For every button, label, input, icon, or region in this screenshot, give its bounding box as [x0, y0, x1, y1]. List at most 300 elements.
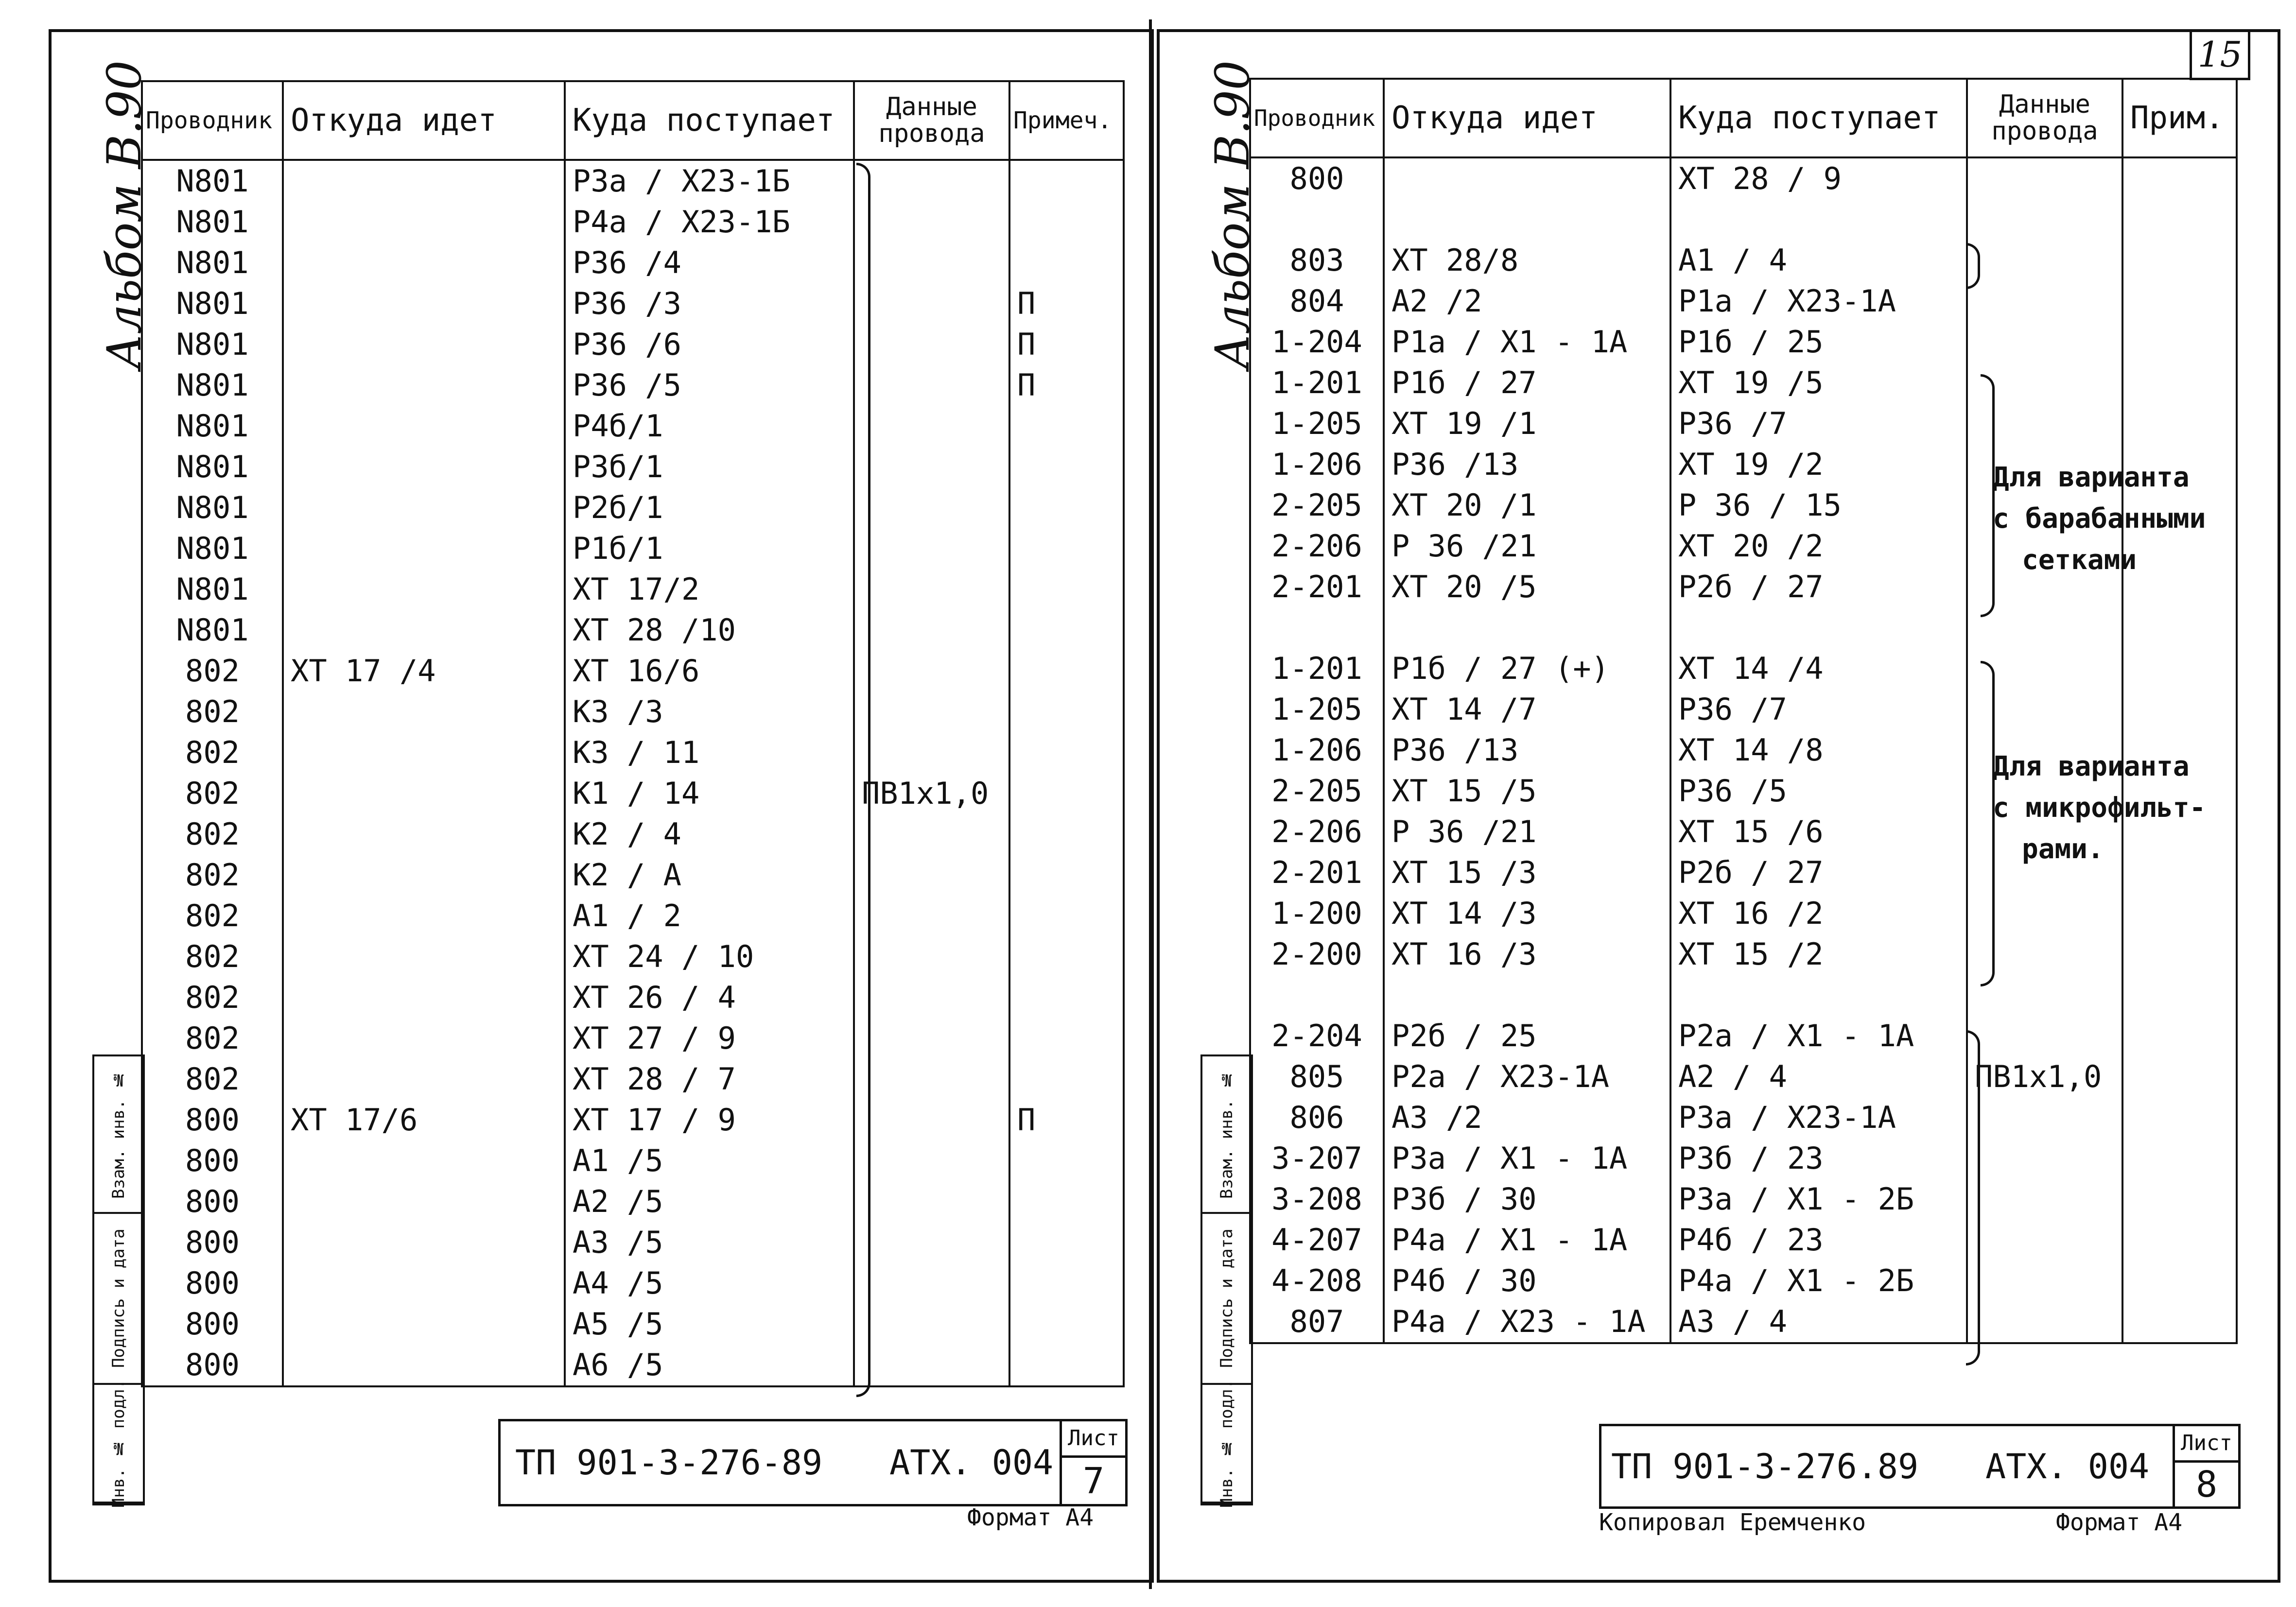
cell-note: П — [1009, 1100, 1124, 1140]
cell-to: ХТ 19 /2 — [1670, 444, 1967, 485]
cell-from: А2 /2 — [1384, 281, 1670, 322]
cell-conductor: 802 — [142, 773, 283, 814]
note-micro-line3: рами. — [2022, 833, 2104, 865]
cell-to: ХТ 24 / 10 — [565, 936, 854, 977]
right-copied-by: Копировал Еремченко — [1599, 1509, 1866, 1536]
cell-from: ХТ 14 /7 — [1384, 689, 1670, 730]
header-conductor: Проводник — [142, 81, 283, 160]
header-note: Примеч. — [1009, 81, 1124, 160]
sidebar-inv-label: Инв. № подл. — [1202, 1385, 1251, 1503]
table-row — [142, 1263, 1124, 1304]
cell-conductor: 800 — [1250, 157, 1384, 199]
cell-note — [1009, 896, 1124, 936]
cell-conductor: 2-206 — [1250, 812, 1384, 852]
page-divider — [1149, 19, 1152, 1589]
table-row — [142, 1100, 1124, 1140]
cell-wire-data — [1967, 199, 2122, 240]
cell-note — [2122, 607, 2237, 648]
cell-wire-data — [854, 936, 1009, 977]
table-row — [1250, 403, 2237, 444]
cell-from: ХТ 15 /3 — [1384, 852, 1670, 893]
table-row — [142, 447, 1124, 487]
cell-to: Р3а / Х23-1А — [1670, 1097, 1967, 1138]
cell-to: Р36 /3 — [565, 283, 854, 324]
cell-wire-data — [854, 814, 1009, 855]
note-drum-line3: сетками — [2022, 544, 2137, 576]
cell-from — [283, 242, 565, 283]
table-row — [1250, 1179, 2237, 1220]
cell-from: ХТ 14 /3 — [1384, 893, 1670, 934]
cell-to: А3 / 4 — [1670, 1301, 1967, 1343]
cell-note — [2122, 199, 2237, 240]
cell-wire-data — [854, 732, 1009, 773]
note-micro-line1: Для варианта — [1993, 751, 2190, 782]
cell-wire-data — [854, 610, 1009, 651]
cell-note — [2122, 1179, 2237, 1220]
cell-conductor: 1-204 — [1250, 322, 1384, 363]
cell-conductor: 802 — [142, 814, 283, 855]
cell-conductor: 802 — [142, 1059, 283, 1100]
cell-conductor: 1-206 — [1250, 730, 1384, 771]
cell-conductor: 1-201 — [1250, 648, 1384, 689]
right-format: Формат А4 — [2056, 1509, 2183, 1536]
cell-to: Р 36 / 15 — [1670, 485, 1967, 526]
cell-conductor: 2-204 — [1250, 1016, 1384, 1056]
cell-to: Р36 /5 — [565, 365, 854, 406]
cell-from — [1384, 157, 1670, 199]
cell-conductor: 802 — [142, 1018, 283, 1059]
cell-conductor: 800 — [142, 1222, 283, 1263]
cell-from — [283, 732, 565, 773]
cell-wire-data — [854, 1100, 1009, 1140]
cell-from — [283, 324, 565, 365]
cell-from — [283, 936, 565, 977]
table-row — [1250, 157, 2237, 199]
cell-note — [1009, 487, 1124, 528]
cell-conductor: 1-206 — [1250, 444, 1384, 485]
cell-wire-data — [854, 365, 1009, 406]
table-row — [1250, 1301, 2237, 1343]
table-row — [1250, 199, 2237, 240]
cell-note — [2122, 648, 2237, 689]
cell-from: Р 36 /21 — [1384, 526, 1670, 567]
cell-note — [1009, 447, 1124, 487]
cell-to: К3 / 11 — [565, 732, 854, 773]
cell-from — [283, 610, 565, 651]
cell-from: ХТ 28/8 — [1384, 240, 1670, 281]
table-row — [142, 651, 1124, 691]
cell-conductor: 2-201 — [1250, 852, 1384, 893]
cell-from — [283, 1059, 565, 1100]
right-sheet-box — [2173, 1426, 2238, 1506]
cell-from: ХТ 16 /3 — [1384, 934, 1670, 975]
cell-note — [2122, 1220, 2237, 1261]
right-table-body — [1250, 157, 2237, 1343]
cell-conductor — [1250, 199, 1384, 240]
cell-from: Р1а / Х1 - 1А — [1384, 322, 1670, 363]
table-row — [1250, 363, 2237, 403]
cell-conductor: N801 — [142, 406, 283, 447]
cell-to: А1 /5 — [565, 1140, 854, 1181]
cell-wire-data: ПВ1х1,0 — [854, 773, 1009, 814]
cell-from — [283, 528, 565, 569]
cell-from — [283, 977, 565, 1018]
table-row — [1250, 1016, 2237, 1056]
cell-from: ХТ 20 /5 — [1384, 567, 1670, 607]
cell-note — [1009, 406, 1124, 447]
cell-from — [283, 814, 565, 855]
cell-note — [1009, 528, 1124, 569]
cell-wire-data — [1967, 281, 2122, 322]
right-stamp-doc: АТХ. 004 — [1985, 1446, 2150, 1486]
cell-note — [1009, 242, 1124, 283]
cell-conductor: 802 — [142, 732, 283, 773]
note-micro-line2: с микрофильт- — [1993, 792, 2206, 824]
table-row — [142, 324, 1124, 365]
table-row — [142, 487, 1124, 528]
cell-note — [1009, 1304, 1124, 1345]
cell-from — [283, 1181, 565, 1222]
cell-wire-data — [854, 691, 1009, 732]
cell-from: ХТ 20 /1 — [1384, 485, 1670, 526]
table-row — [142, 1222, 1124, 1263]
cell-to: К2 / 4 — [565, 814, 854, 855]
cell-to: ХТ 16/6 — [565, 651, 854, 691]
cell-to: Р36 /5 — [1670, 771, 1967, 812]
cell-wire-data — [1967, 1179, 2122, 1220]
cell-note — [1009, 1140, 1124, 1181]
cell-from: Р3а / Х1 - 1А — [1384, 1138, 1670, 1179]
cell-to: ХТ 26 / 4 — [565, 977, 854, 1018]
cell-from — [283, 773, 565, 814]
table-row — [142, 406, 1124, 447]
cell-from: Р2б / 25 — [1384, 1016, 1670, 1056]
cell-from — [283, 283, 565, 324]
cell-conductor: N801 — [142, 610, 283, 651]
cell-to: Р4а / Х23-1Б — [565, 202, 854, 242]
cell-conductor: 1-200 — [1250, 893, 1384, 934]
cell-to: ХТ 20 /2 — [1670, 526, 1967, 567]
cell-conductor: 2-206 — [1250, 526, 1384, 567]
cell-note — [2122, 1261, 2237, 1301]
cell-from — [283, 1263, 565, 1304]
cell-note: П — [1009, 365, 1124, 406]
header-wire-data: Данные провода — [854, 81, 1009, 160]
cell-to: Р2б/1 — [565, 487, 854, 528]
cell-wire-data: ПВ1х1,0 — [1967, 1056, 2122, 1097]
cell-note — [2122, 363, 2237, 403]
cell-to: Р3а / Х1 - 2Б — [1670, 1179, 1967, 1220]
cell-note — [1009, 202, 1124, 242]
cell-note — [1009, 1018, 1124, 1059]
cell-to: Р4а / Х1 - 2Б — [1670, 1261, 1967, 1301]
cell-from: ХТ 19 /1 — [1384, 403, 1670, 444]
left-album-label: Альбом В.90 — [97, 60, 152, 369]
cell-to: Р4б/1 — [565, 406, 854, 447]
table-row — [142, 365, 1124, 406]
table-row — [1250, 689, 2237, 730]
cell-to: А1 / 2 — [565, 896, 854, 936]
cell-note — [2122, 1097, 2237, 1138]
cell-conductor: 4-208 — [1250, 1261, 1384, 1301]
left-sheet-box — [1060, 1421, 1125, 1504]
sidebar-replace-label: Взам. инв. № — [94, 1056, 143, 1214]
cell-wire-data — [854, 896, 1009, 936]
cell-from — [283, 365, 565, 406]
cell-wire-data — [854, 1263, 1009, 1304]
table-row — [142, 242, 1124, 283]
cell-note — [1009, 1181, 1124, 1222]
right-title-block — [1599, 1424, 2241, 1509]
cell-to — [1670, 607, 1967, 648]
cell-note — [1009, 691, 1124, 732]
cell-to: К1 / 14 — [565, 773, 854, 814]
cell-from: Р 36 /21 — [1384, 812, 1670, 852]
cell-conductor: 1-205 — [1250, 403, 1384, 444]
cell-note — [2122, 1056, 2237, 1097]
cell-from — [283, 447, 565, 487]
cell-conductor: 804 — [1250, 281, 1384, 322]
right-sheet-number: 8 — [2195, 1464, 2218, 1505]
cell-from — [1384, 607, 1670, 648]
cell-to: А4 /5 — [565, 1263, 854, 1304]
cell-from: Р4а / Х1 - 1А — [1384, 1220, 1670, 1261]
cell-conductor: N801 — [142, 202, 283, 242]
cell-from — [283, 1304, 565, 1345]
table-row — [1250, 281, 2237, 322]
cell-wire-data — [1967, 157, 2122, 199]
cell-to: Р2б / 27 — [1670, 852, 1967, 893]
table-row — [1250, 934, 2237, 975]
cell-wire-data — [854, 242, 1009, 283]
cell-from — [283, 160, 565, 202]
left-stamp-doc: АТХ. 004 — [889, 1443, 1054, 1483]
cell-to: Р1а / Х23-1А — [1670, 281, 1967, 322]
cell-to: ХТ 27 / 9 — [565, 1018, 854, 1059]
left-title-block — [498, 1419, 1128, 1506]
cell-note — [1009, 1345, 1124, 1386]
cell-to: ХТ 14 /4 — [1670, 648, 1967, 689]
cell-conductor: 800 — [142, 1140, 283, 1181]
cell-to: Р1б/1 — [565, 528, 854, 569]
cell-note — [2122, 689, 2237, 730]
cell-wire-data — [854, 1222, 1009, 1263]
right-sheet-label: Лист — [2175, 1426, 2238, 1463]
cell-to: Р2а / Х1 - 1А — [1670, 1016, 1967, 1056]
cell-note — [1009, 1222, 1124, 1263]
cell-conductor — [1250, 975, 1384, 1016]
cell-from — [283, 569, 565, 610]
cell-to: А1 / 4 — [1670, 240, 1967, 281]
cell-wire-data — [854, 160, 1009, 202]
right-brace-micro — [1981, 661, 1995, 986]
cell-wire-data — [854, 1181, 1009, 1222]
left-sheet-label: Лист — [1062, 1421, 1125, 1458]
cell-conductor: N801 — [142, 447, 283, 487]
cell-note — [1009, 977, 1124, 1018]
sidebar-replace-label: Взам. инв. № — [1202, 1056, 1251, 1214]
cell-conductor: 803 — [1250, 240, 1384, 281]
table-row — [142, 1140, 1124, 1181]
cell-note — [2122, 852, 2237, 893]
cell-wire-data — [1967, 240, 2122, 281]
cell-note — [2122, 1138, 2237, 1179]
table-row — [142, 814, 1124, 855]
cell-note — [1009, 855, 1124, 896]
left-brace — [856, 163, 870, 1397]
cell-to: ХТ 28 /10 — [565, 610, 854, 651]
right-stamp-code: ТП 901-3-276.89 — [1611, 1446, 1919, 1486]
table-row — [1250, 240, 2237, 281]
header-conductor: Проводник — [1250, 79, 1384, 157]
cell-note — [1009, 610, 1124, 651]
cell-conductor: N801 — [142, 569, 283, 610]
cell-wire-data — [854, 283, 1009, 324]
cell-conductor: 802 — [142, 691, 283, 732]
cell-to: Р3а / Х23-1Б — [565, 160, 854, 202]
cell-to: Р4б / 23 — [1670, 1220, 1967, 1261]
table-row — [142, 528, 1124, 569]
cell-note — [2122, 403, 2237, 444]
cell-to: А2 /5 — [565, 1181, 854, 1222]
cell-to: А6 /5 — [565, 1345, 854, 1386]
left-wiring-table — [141, 80, 1125, 1387]
cell-to: Р36 /7 — [1670, 403, 1967, 444]
cell-from: Р36 /13 — [1384, 444, 1670, 485]
sidebar-sign-label: Подпись и дата — [94, 1214, 143, 1385]
cell-note — [1009, 160, 1124, 202]
left-stamp-sidebar — [92, 1054, 145, 1508]
cell-from: Р4а / Х23 - 1А — [1384, 1301, 1670, 1343]
cell-note — [1009, 569, 1124, 610]
table-row — [142, 610, 1124, 651]
cell-from — [283, 1345, 565, 1386]
cell-wire-data — [1967, 607, 2122, 648]
cell-conductor: 3-208 — [1250, 1179, 1384, 1220]
table-row — [1250, 1056, 2237, 1097]
table-row — [1250, 975, 2237, 1016]
cell-note — [1009, 1263, 1124, 1304]
cell-from — [1384, 199, 1670, 240]
table-row — [142, 202, 1124, 242]
cell-conductor: 800 — [142, 1304, 283, 1345]
cell-conductor: 802 — [142, 936, 283, 977]
cell-to: Р36 /6 — [565, 324, 854, 365]
header-from: Откуда идет — [283, 81, 565, 160]
cell-from — [283, 896, 565, 936]
cell-note — [2122, 157, 2237, 199]
table-row — [1250, 607, 2237, 648]
table-row — [1250, 1261, 2237, 1301]
table-row — [142, 160, 1124, 202]
cell-from: ХТ 15 /5 — [1384, 771, 1670, 812]
cell-conductor: N801 — [142, 242, 283, 283]
cell-to: К2 / А — [565, 855, 854, 896]
table-row — [1250, 893, 2237, 934]
cell-conductor: 802 — [142, 855, 283, 896]
cell-note — [1009, 936, 1124, 977]
header-from: Откуда идет — [1384, 79, 1670, 157]
cell-note — [2122, 893, 2237, 934]
cell-from — [283, 202, 565, 242]
note-drum-line1: Для варианта — [1993, 462, 2190, 493]
cell-conductor: 2-200 — [1250, 934, 1384, 975]
cell-note — [2122, 975, 2237, 1016]
cell-to: К3 /3 — [565, 691, 854, 732]
cell-note: П — [1009, 324, 1124, 365]
table-row — [142, 896, 1124, 936]
cell-conductor: 800 — [142, 1100, 283, 1140]
sidebar-sign-label: Подпись и дата — [1202, 1214, 1251, 1385]
cell-wire-data — [1967, 322, 2122, 363]
table-row — [142, 1181, 1124, 1222]
cell-note — [2122, 281, 2237, 322]
cell-wire-data — [854, 1018, 1009, 1059]
cell-conductor: 802 — [142, 977, 283, 1018]
right-stamp-sidebar — [1200, 1054, 1253, 1508]
cell-note — [1009, 814, 1124, 855]
table-row — [142, 283, 1124, 324]
cell-from: Р3б / 30 — [1384, 1179, 1670, 1220]
cell-wire-data — [1967, 1301, 2122, 1343]
sidebar-inv-label: Инв. № подл. — [94, 1385, 143, 1503]
cell-conductor: N801 — [142, 365, 283, 406]
cell-wire-data — [854, 1304, 1009, 1345]
cell-conductor: 2-205 — [1250, 485, 1384, 526]
cell-conductor: 2-201 — [1250, 567, 1384, 607]
cell-note — [2122, 567, 2237, 607]
cell-wire-data — [854, 202, 1009, 242]
cell-to: ХТ 16 /2 — [1670, 893, 1967, 934]
cell-to: ХТ 17/2 — [565, 569, 854, 610]
right-page-number: 15 — [2190, 29, 2250, 80]
table-row — [142, 691, 1124, 732]
cell-conductor: 1-201 — [1250, 363, 1384, 403]
cell-wire-data — [854, 855, 1009, 896]
table-row — [142, 1345, 1124, 1386]
cell-to: А5 /5 — [565, 1304, 854, 1345]
cell-note — [2122, 934, 2237, 975]
cell-to: ХТ 14 /8 — [1670, 730, 1967, 771]
cell-wire-data — [854, 447, 1009, 487]
left-table-body — [142, 160, 1124, 1386]
cell-from — [283, 487, 565, 528]
cell-from: ХТ 17 /4 — [283, 651, 565, 691]
right-table-header — [1250, 79, 2237, 157]
cell-wire-data — [1967, 1138, 2122, 1179]
cell-conductor: 807 — [1250, 1301, 1384, 1343]
cell-wire-data — [854, 324, 1009, 365]
cell-to: А3 /5 — [565, 1222, 854, 1263]
left-table-header — [142, 81, 1124, 160]
cell-from: Р1б / 27 — [1384, 363, 1670, 403]
cell-note — [1009, 773, 1124, 814]
cell-wire-data — [854, 1345, 1009, 1386]
right-brace-top — [1966, 243, 1980, 289]
cell-conductor: 800 — [142, 1181, 283, 1222]
cell-from — [283, 1018, 565, 1059]
cell-conductor: N801 — [142, 324, 283, 365]
cell-from: Р4б / 30 — [1384, 1261, 1670, 1301]
right-wiring-table — [1249, 78, 2238, 1344]
cell-conductor: 800 — [142, 1345, 283, 1386]
cell-to: Р3б / 23 — [1670, 1138, 1967, 1179]
cell-from — [283, 855, 565, 896]
table-row — [1250, 322, 2237, 363]
left-format: Формат А4 — [967, 1504, 1094, 1531]
cell-from: Р1б / 27 (+) — [1384, 648, 1670, 689]
right-brace-drum — [1981, 374, 1995, 617]
